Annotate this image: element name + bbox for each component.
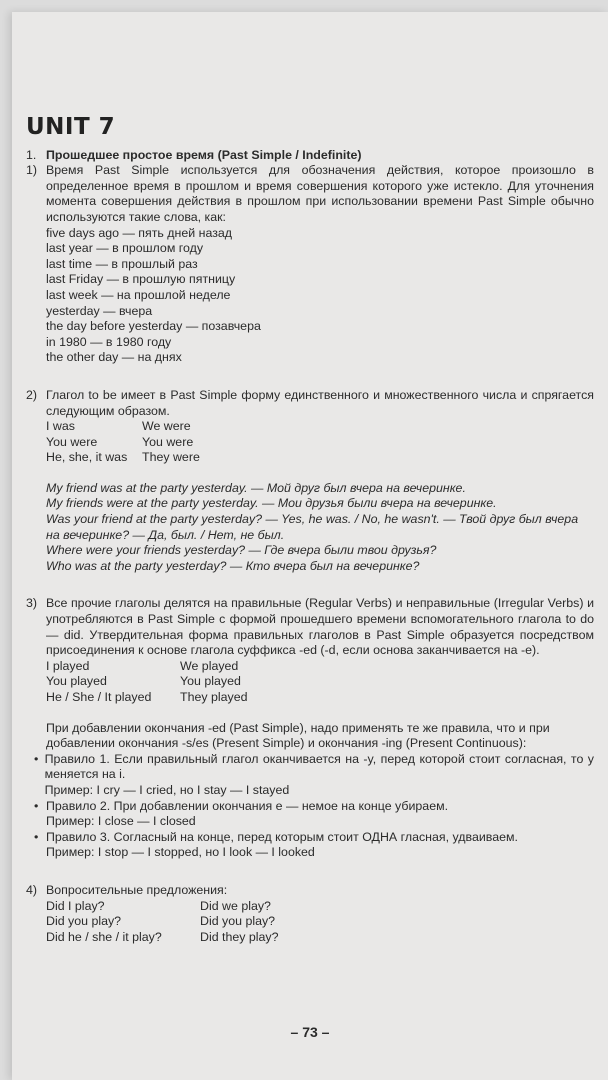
right-form: Did they play? bbox=[200, 929, 279, 944]
time-word-item: the day before yesterday — позавчера bbox=[46, 319, 261, 334]
section-3 bbox=[26, 596, 594, 861]
bullet-icon: • bbox=[34, 751, 39, 766]
right-form: They were bbox=[142, 450, 200, 465]
page-content bbox=[26, 114, 594, 945]
rule-text: Правило 3. Согласный на конце, перед которым стоит ОДНА гласная, удваиваем. bbox=[46, 829, 518, 844]
time-word-item: last Friday — в прошлую пятницу bbox=[46, 272, 236, 287]
page-number: – 73 – bbox=[290, 1024, 330, 1040]
heading-number: 1. bbox=[26, 147, 37, 162]
main-heading bbox=[26, 148, 594, 164]
time-word-item: last week — на прошлой неделе bbox=[46, 287, 231, 302]
bullet-icon: • bbox=[34, 829, 39, 844]
left-form: He, she, it was bbox=[46, 450, 128, 465]
time-word-item: the other day — на днях bbox=[46, 350, 182, 365]
example-sentence: Where were your friends yesterday? — Где вчера были твои друзья? bbox=[46, 543, 437, 558]
time-word-item: in 1980 — в 1980 году bbox=[46, 334, 172, 349]
conjugation-table bbox=[46, 659, 594, 706]
conjugation-row bbox=[46, 435, 594, 451]
unit-title: UNIT 7 bbox=[26, 114, 116, 140]
left-form: Did he / she / it play? bbox=[46, 929, 162, 944]
time-word-item: last year — в прошлом году bbox=[46, 241, 204, 256]
time-word-item: yesterday — вчера bbox=[46, 303, 153, 318]
left-form: Did I play? bbox=[46, 898, 105, 913]
section-intro: Глагол to be имеет в Past Simple форму единственного и множественного числа и спрягается следующим образом. bbox=[46, 387, 594, 418]
example-sentence: My friend was at the party yesterday. — Мой друг был вчера на вечеринке. bbox=[46, 480, 466, 495]
conjugation-row bbox=[46, 450, 594, 466]
questions-table bbox=[46, 899, 594, 946]
section-number: 1) bbox=[26, 163, 38, 178]
section-number: 2) bbox=[26, 387, 38, 402]
section-1 bbox=[26, 163, 594, 366]
rule-example: Пример: I stop — I stopped, но I look — I looked bbox=[46, 845, 315, 860]
right-form: Did you play? bbox=[200, 914, 276, 929]
conjugation-row bbox=[46, 690, 594, 706]
rules-list bbox=[34, 751, 594, 861]
section-2 bbox=[26, 388, 594, 575]
left-form: You played bbox=[46, 674, 107, 689]
rule-item bbox=[34, 751, 594, 799]
rules-note: При добавлении окончания -ed (Past Simple), надо применять те же правила, что и при добавлении окончания -s/es (Present Simple) и окончания -ing (Present Continuous): bbox=[46, 720, 550, 751]
rule-text: Правило 1. Если правильный глагол оканчивается на -y, перед которой стоит согласная, то у меняется на i. bbox=[44, 751, 594, 782]
book-page bbox=[12, 12, 608, 1080]
rule-item bbox=[34, 798, 594, 830]
question-row bbox=[46, 899, 594, 915]
left-form: Did you play? bbox=[46, 914, 122, 929]
right-form: You played bbox=[180, 674, 241, 689]
section-intro: Вопросительные предложения: bbox=[46, 882, 228, 897]
right-form: Did we play? bbox=[200, 898, 271, 913]
right-form: We played bbox=[180, 658, 239, 673]
section-number: 3) bbox=[26, 596, 38, 611]
conjugation-row bbox=[46, 659, 594, 675]
example-sentence: My friends were at the party yesterday. — Мои друзья были вчера на вечеринке. bbox=[46, 496, 497, 511]
right-form: They played bbox=[180, 690, 248, 704]
section-intro: Все прочие глаголы делятся на правильные (Regular Verbs) и неправильные (Irregular Verbs) и употребляются в Past Simple с формой прошедшего времени вспомогательного глагола to do — did. Утвердительная форма правильных глаголов в Past Simple образуется посредством присоединения к основе глагола суффикса -ed (-d, если основа заканчивается на -e). bbox=[46, 596, 594, 658]
conjugation-table bbox=[46, 419, 594, 466]
left-form: I played bbox=[46, 658, 90, 673]
question-row bbox=[46, 914, 594, 930]
left-form: You were bbox=[46, 434, 98, 449]
right-form: We were bbox=[142, 419, 191, 434]
conjugation-row bbox=[46, 674, 594, 690]
section-intro: Время Past Simple используется для обозначения действия, которое произошло в определенное время в прошлом и время совершения которого уже истекло. Для уточнения момента совершения действия в прошлом при использовании времени Past Simple обычно используются такие слова, как: bbox=[46, 163, 594, 224]
bullet-icon: • bbox=[34, 798, 39, 813]
heading-text: Прошедшее простое время (Past Simple / Indefinite) bbox=[46, 147, 362, 162]
left-form: He / She / It played bbox=[46, 690, 152, 704]
rule-item bbox=[34, 829, 594, 861]
rule-example: Пример: I close — I closed bbox=[46, 814, 196, 829]
rule-example: Пример: I cry — I cried, но I stay — I stayed bbox=[44, 782, 290, 797]
section-4 bbox=[26, 883, 594, 945]
right-form: You were bbox=[142, 434, 194, 449]
rule-text: Правило 2. При добавлении окончания e — немое на конце убираем. bbox=[46, 798, 449, 813]
example-sentence: Was your friend at the party yesterday? — Yes, he was. / No, he wasn't. — Твой друг был вчера на вечеринке? — Да, был. / Нет, не был. bbox=[46, 512, 579, 542]
time-word-item: last time — в прошлый раз bbox=[46, 256, 198, 271]
section-number: 4) bbox=[26, 882, 38, 897]
example-sentence: Who was at the party yesterday? — Кто вчера был на вечеринке? bbox=[46, 558, 420, 573]
question-row bbox=[46, 930, 594, 946]
examples-list bbox=[46, 481, 594, 575]
left-form: I was bbox=[46, 419, 75, 434]
time-word-item: five days ago — пять дней назад bbox=[46, 225, 233, 240]
conjugation-row bbox=[46, 419, 594, 435]
time-words-list bbox=[46, 226, 594, 366]
